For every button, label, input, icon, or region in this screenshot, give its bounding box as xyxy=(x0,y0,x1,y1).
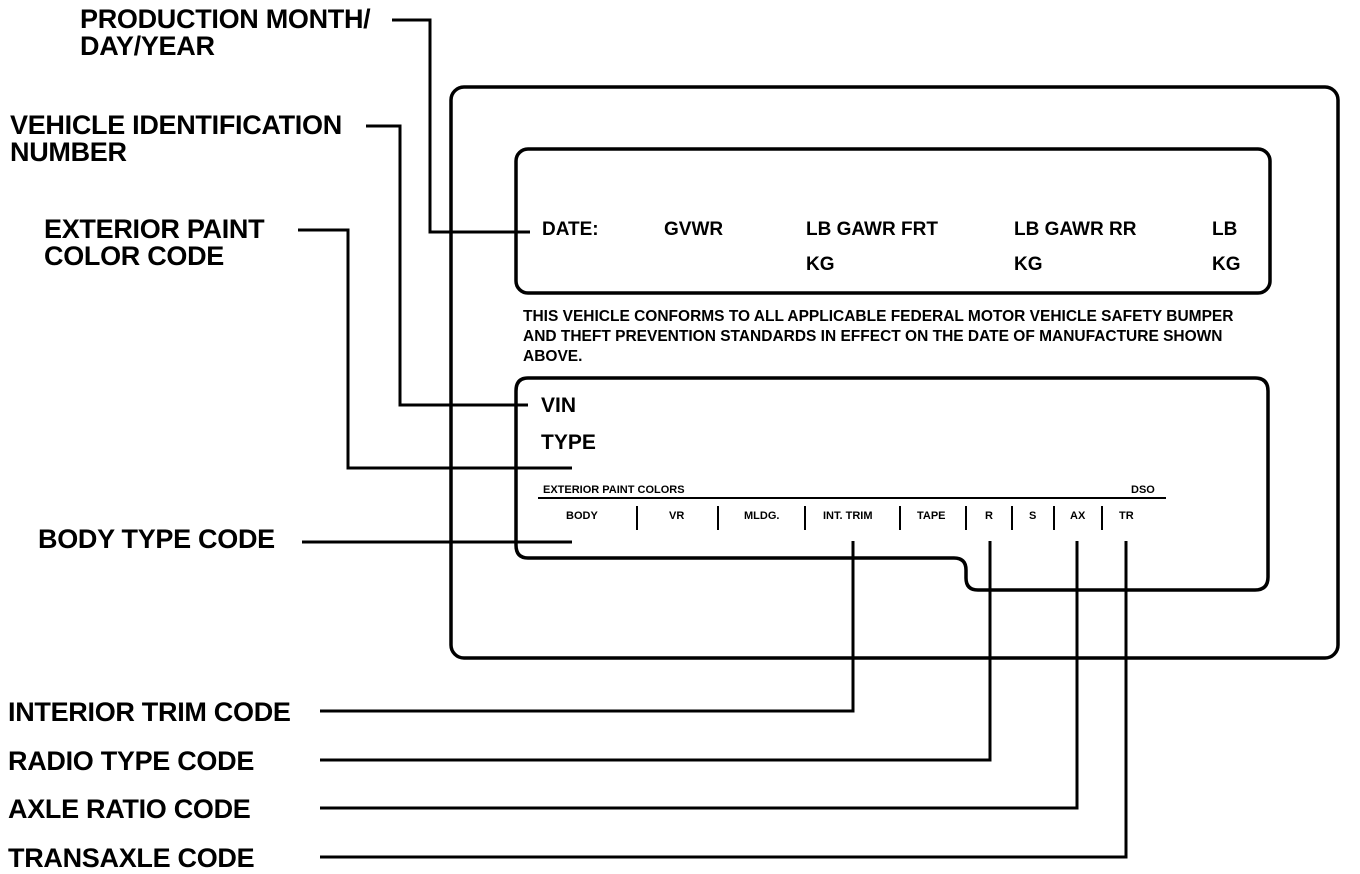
lb-gawr-rr-label: LB GAWR RR xyxy=(1014,219,1137,240)
lb-gawr-frt-label: LB GAWR FRT xyxy=(806,219,938,240)
vin-field-label: VIN xyxy=(541,394,577,417)
conformance-line: AND THEFT PREVENTION STANDARDS IN EFFECT ON THE DATE OF MANUFACTURE SHOWN xyxy=(523,328,1223,345)
callout-text: DAY/YEAR xyxy=(80,31,215,61)
callout-body-type: BODY TYPE CODE xyxy=(38,524,275,554)
callout-transaxle: TRANSAXLE CODE xyxy=(8,843,255,873)
callout-interior-trim: INTERIOR TRIM CODE xyxy=(8,697,291,727)
callout-radio: RADIO TYPE CODE xyxy=(8,746,255,776)
lb-label: LB xyxy=(1212,219,1238,240)
code-column-r: R xyxy=(985,510,993,522)
code-column-ax: AX xyxy=(1070,510,1086,522)
type-field-label: TYPE xyxy=(541,431,596,454)
kg-label: KG xyxy=(806,254,835,275)
leader-production-date xyxy=(392,20,530,232)
callout-axle: AXLE RATIO CODE xyxy=(8,794,251,824)
leader-interior-trim xyxy=(320,541,853,711)
dso-label: DSO xyxy=(1131,484,1155,496)
callout-text: NUMBER xyxy=(10,137,127,167)
kg-label: KG xyxy=(1014,254,1043,275)
callout-text: VEHICLE IDENTIFICATION xyxy=(10,110,342,140)
leader-axle xyxy=(320,541,1077,808)
callout-text: PRODUCTION MONTH/ xyxy=(80,4,371,34)
conformance-line: ABOVE. xyxy=(523,348,583,365)
date-label: DATE: xyxy=(542,219,599,240)
callout-text: EXTERIOR PAINT xyxy=(44,214,265,244)
code-column-mldg: MLDG. xyxy=(744,510,780,522)
code-column-s: S xyxy=(1029,510,1037,522)
callout-vin xyxy=(10,112,342,166)
kg-label: KG xyxy=(1212,254,1241,275)
callout-paint xyxy=(44,216,264,270)
exterior-paint-colors-label: EXTERIOR PAINT COLORS xyxy=(543,484,685,496)
callout-production-date xyxy=(80,6,370,60)
leader-radio xyxy=(320,541,990,760)
callout-text: COLOR CODE xyxy=(44,241,225,271)
gvwr-label: GVWR xyxy=(664,219,724,240)
code-column-int-trim: INT. TRIM xyxy=(823,510,873,522)
code-column-body: BODY xyxy=(566,510,598,522)
code-column-tape: TAPE xyxy=(917,510,946,522)
code-column-tr: TR xyxy=(1119,510,1134,522)
label-outline xyxy=(451,87,1338,658)
leader-vin xyxy=(366,126,528,405)
code-column-vr: VR xyxy=(669,510,685,522)
conformance-statement xyxy=(523,307,1233,367)
conformance-line: THIS VEHICLE CONFORMS TO ALL APPLICABLE FEDERAL MOTOR VEHICLE SAFETY BUMPER xyxy=(523,308,1234,325)
